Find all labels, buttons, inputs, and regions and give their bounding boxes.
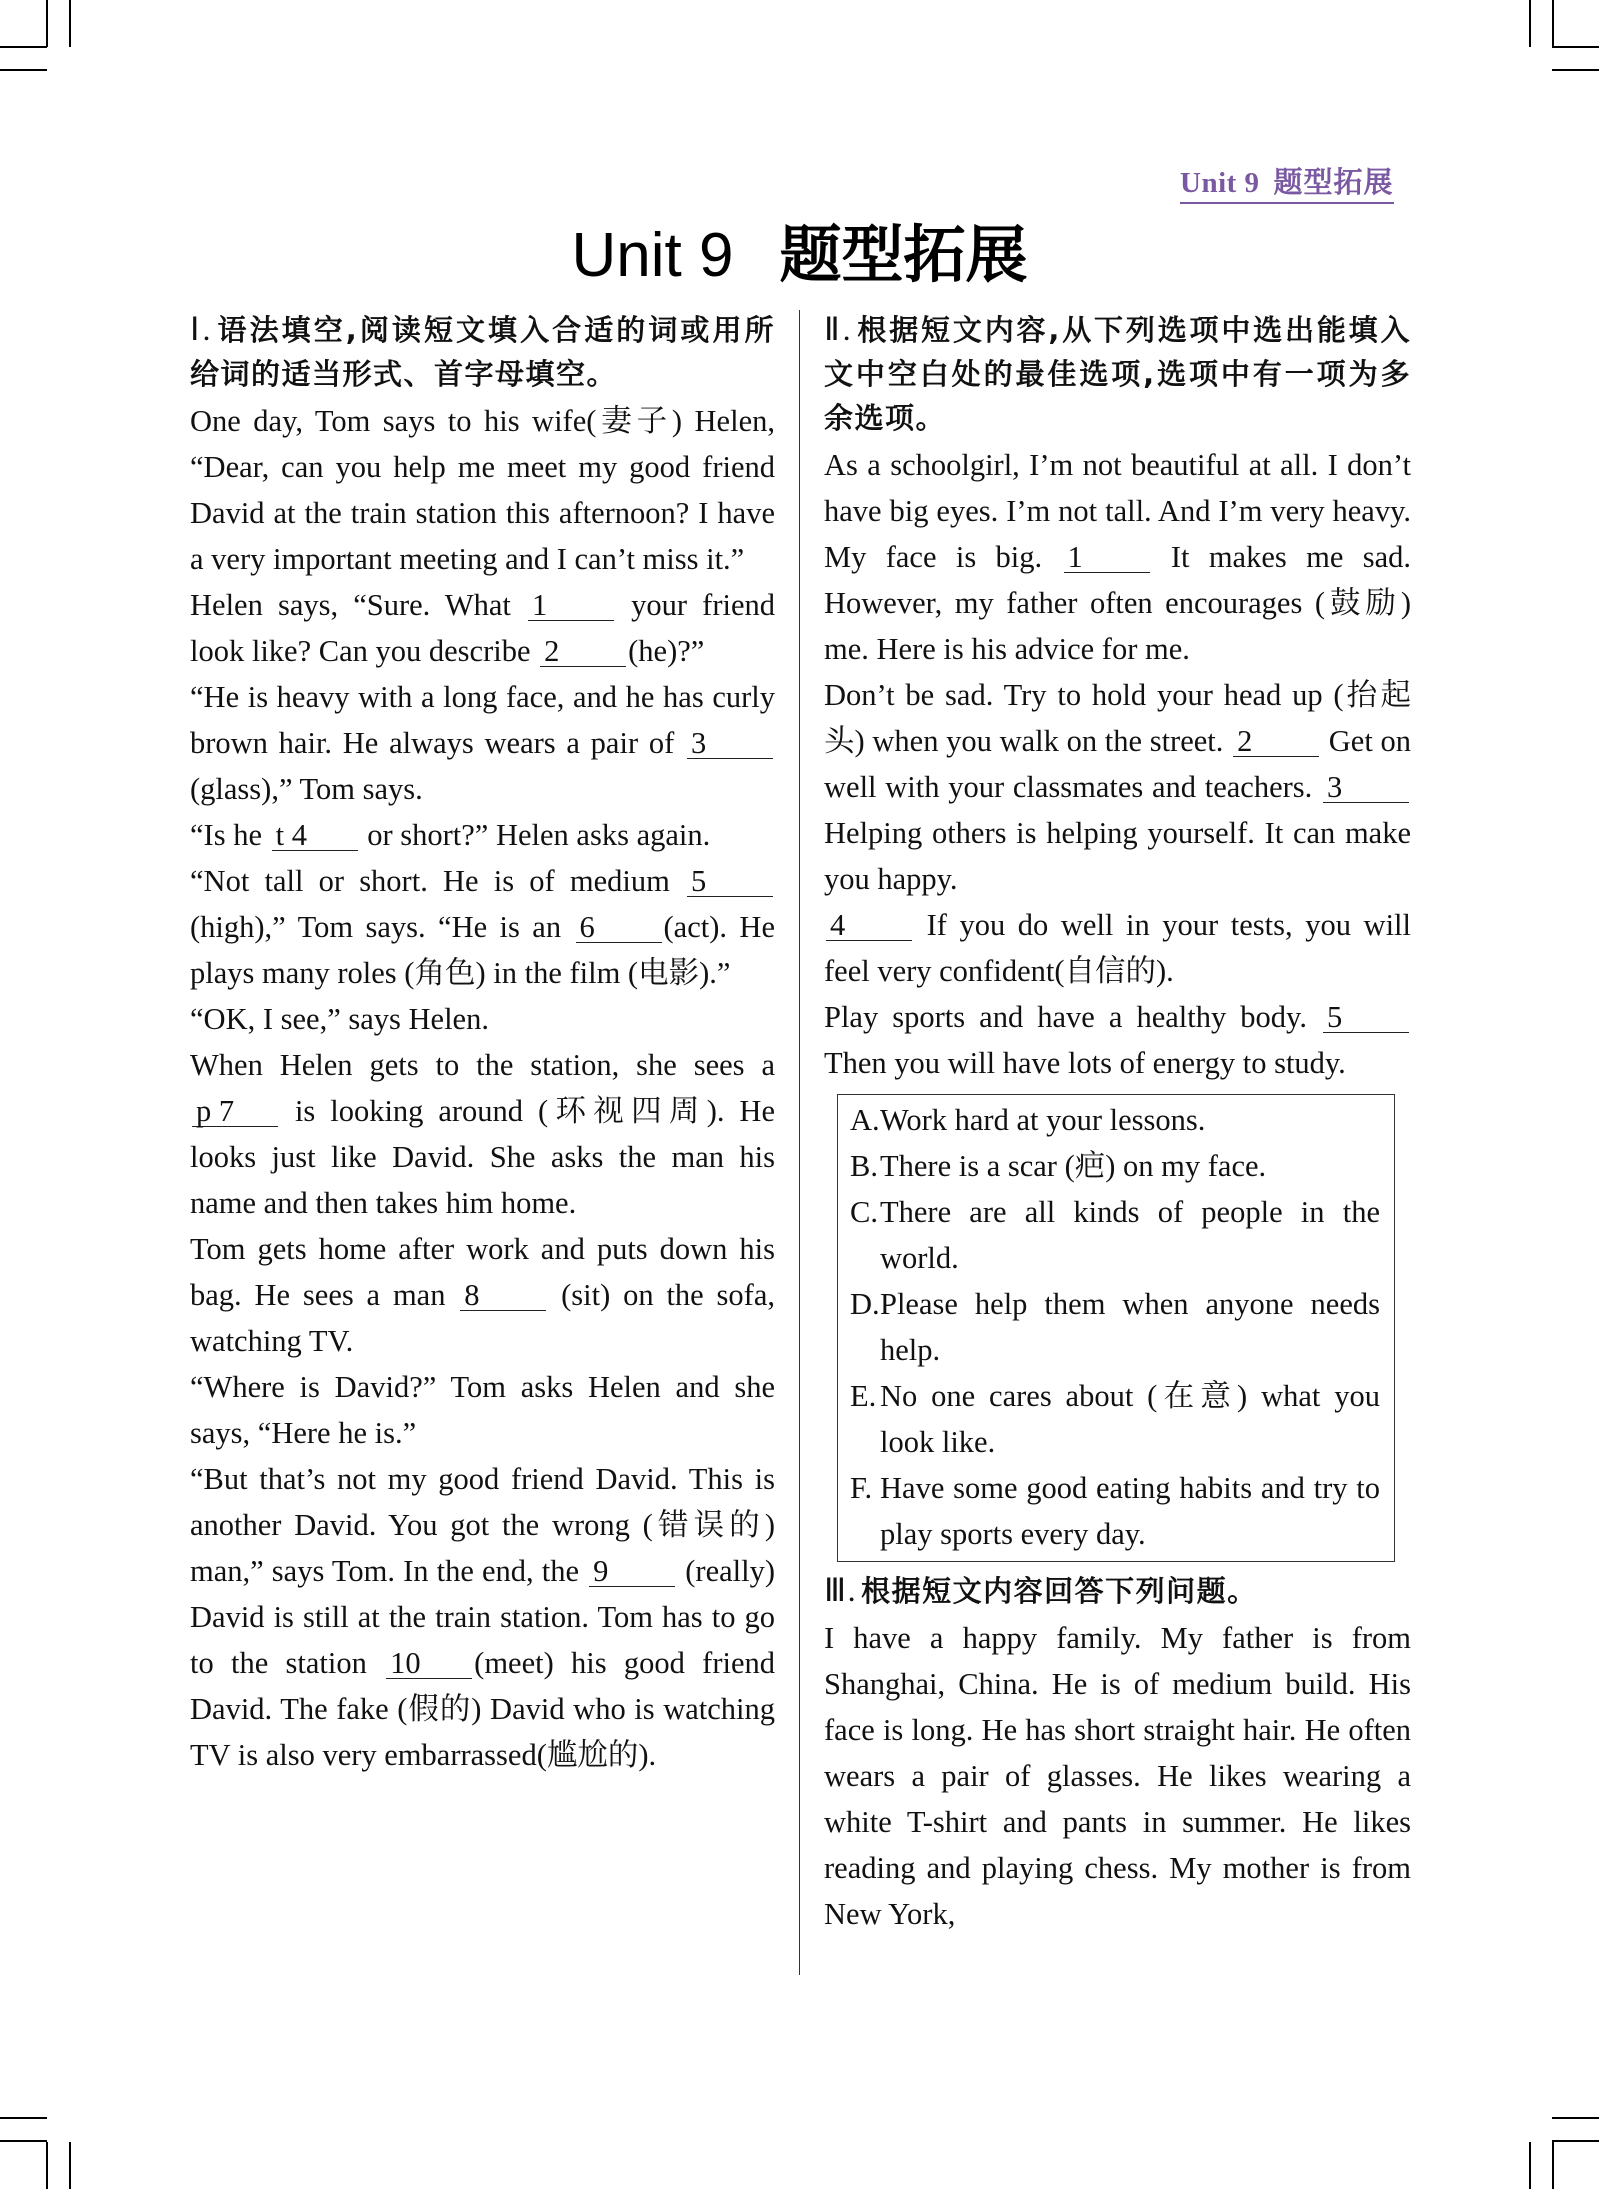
paragraph-text: your friend look like? Can you describe	[190, 588, 776, 668]
crop-mark	[0, 69, 47, 71]
paragraph	[190, 398, 775, 582]
section-number: Ⅰ.	[190, 311, 212, 347]
section-2-heading	[824, 307, 1411, 440]
paragraph	[190, 1456, 775, 1778]
crop-mark	[0, 2140, 47, 2142]
section-3-passage	[824, 1615, 1411, 1937]
paragraph-text: is looking around (环视四周). He looks just like David. She asks the man his name and then takes him home.	[190, 1094, 775, 1220]
paragraph-text: (high),” Tom says. “He is an	[190, 910, 574, 944]
option-text: Work hard at your lessons.	[880, 1103, 1206, 1137]
option-item	[850, 1097, 1380, 1143]
paragraph-text: As a schoolgirl, I’m not beautiful at all. I don’t have big eyes. I’m not tall. And I’m very heavy. My face is big.	[824, 448, 1411, 574]
paragraph-text: (really) David is still at the train station. Tom has to go to the station	[190, 1554, 775, 1680]
running-head	[1180, 160, 1394, 204]
answer-blank[interactable]: 8	[460, 1280, 546, 1311]
section-number: Ⅲ.	[824, 1572, 858, 1608]
section-instruction: 根据短文内容,从下列选项中选出能填入文中空白处的最佳选项,选项中有一项为多余选项。	[824, 313, 1411, 435]
crop-mark	[1552, 0, 1554, 47]
option-item	[850, 1189, 1380, 1281]
option-item	[850, 1281, 1380, 1373]
paragraph	[824, 442, 1411, 672]
paragraph-text: I have a happy family. My father is from Shanghai, China. He is of medium build. His face is long. He has short straight hair. He often wears a pair of glasses. He likes wearing a white T-shirt and pants in summer. He likes reading and playing chess. My mother is from New York,	[824, 1621, 1411, 1931]
answer-blank[interactable]: 4	[826, 910, 912, 941]
paragraph-text: Helen says, “Sure. What	[190, 588, 527, 622]
answer-blank[interactable]: 10	[386, 1648, 472, 1679]
option-letter: D.	[850, 1287, 880, 1321]
paragraph	[824, 902, 1411, 994]
paragraph-text: If you do well in your tests, you will feel very confident(自信的).	[824, 908, 1411, 988]
crop-mark	[1552, 2117, 1599, 2119]
paragraph	[190, 858, 775, 996]
paragraph-text: “Where is David?” Tom asks Helen and she says, “Here he is.”	[190, 1370, 775, 1450]
paragraph-text: (sit) on the sofa, watching TV.	[190, 1278, 775, 1358]
crop-mark	[46, 2142, 48, 2189]
paragraph	[190, 996, 775, 1042]
crop-mark	[46, 0, 48, 47]
paragraph-text: (he)?”	[628, 634, 705, 668]
option-letter: C.	[850, 1195, 878, 1229]
answer-blank[interactable]: 2	[540, 636, 626, 667]
crop-mark	[1552, 2140, 1599, 2142]
section-instruction: 语法填空,阅读短文填入合适的词或用所给词的适当形式、首字母填空。	[190, 313, 775, 391]
page-title-text: 题型拓展	[779, 218, 1028, 291]
answer-blank[interactable]: 6	[576, 912, 662, 943]
paragraph	[190, 1364, 775, 1456]
paragraph	[824, 1615, 1411, 1937]
paragraph	[190, 812, 775, 858]
answer-blank[interactable]: 5	[687, 866, 773, 897]
option-letter: F.	[850, 1471, 873, 1505]
crop-mark	[69, 0, 71, 47]
section-1-heading	[190, 307, 775, 396]
paragraph-text: One day, Tom says to his wife(妻子) Helen, “Dear, can you help me meet my good friend David at the train station this afternoon? I have a very important meeting and I can’t miss it.”	[190, 404, 775, 576]
answer-blank[interactable]: 2	[1233, 726, 1319, 757]
right-column	[824, 307, 1411, 1937]
paragraph	[190, 1226, 775, 1364]
option-item	[850, 1465, 1380, 1557]
running-head-title: 题型拓展	[1273, 165, 1394, 199]
page-title	[0, 205, 1599, 294]
answer-blank[interactable]: 1	[528, 590, 614, 621]
paragraph-text: Get on well with your classmates and teachers.	[824, 724, 1411, 804]
section-number: Ⅱ.	[824, 311, 853, 347]
option-text: Please help them when anyone needs help.	[880, 1287, 1380, 1367]
paragraph-text: Then you will have lots of energy to study.	[824, 1046, 1346, 1080]
paragraph-text: “Is he	[190, 818, 270, 852]
paragraph-text: “But that’s not my good friend David. This is another David. You got the wrong (错误的) man,” says Tom. In the end, the	[190, 1462, 775, 1588]
paragraph	[190, 582, 775, 674]
crop-mark	[1552, 46, 1599, 48]
paragraph-text: “He is heavy with a long face, and he has curly brown hair. He always wears a pair of	[190, 680, 775, 760]
section-instruction: 根据短文内容回答下列问题。	[861, 1574, 1258, 1608]
options-box	[837, 1094, 1395, 1562]
crop-mark	[69, 2142, 71, 2189]
paragraph	[190, 674, 775, 812]
crop-mark	[0, 46, 47, 48]
option-letter: E.	[850, 1379, 877, 1413]
paragraph	[824, 672, 1411, 902]
paragraph-text: Play sports and have a healthy body.	[824, 1000, 1321, 1034]
section-2-passage	[824, 442, 1411, 1086]
page-title-unit: Unit 9	[571, 221, 734, 290]
answer-blank[interactable]: 5	[1323, 1002, 1409, 1033]
paragraph	[824, 994, 1411, 1086]
paragraph-text: It makes me sad. However, my father often encourages (鼓励) me. Here is his advice for me.	[824, 540, 1411, 666]
paragraph-text: Helping others is helping yourself. It can make you happy.	[824, 816, 1411, 896]
section-1-passage	[190, 398, 775, 1778]
crop-mark	[1529, 2142, 1531, 2189]
paragraph-text: Don’t be sad. Try to hold your head up (抬起头) when you walk on the street.	[824, 678, 1411, 758]
paragraph-text: “OK, I see,” says Helen.	[190, 1002, 489, 1036]
answer-blank[interactable]: 1	[1064, 542, 1150, 573]
paragraph-text: or short?” Helen asks again.	[359, 818, 711, 852]
answer-blank[interactable]: t 4	[272, 820, 358, 851]
paragraph	[190, 1042, 775, 1226]
option-text: There is a scar (疤) on my face.	[880, 1149, 1267, 1183]
paragraph-text: Tom gets home after work and puts down his bag. He sees a man	[190, 1232, 775, 1312]
crop-mark	[1552, 69, 1599, 71]
crop-mark	[0, 2117, 47, 2119]
option-item	[850, 1373, 1380, 1465]
option-text: No one cares about (在意) what you look like.	[880, 1379, 1380, 1459]
option-item	[850, 1143, 1380, 1189]
paragraph-text: (meet) his good friend David. The fake (假的) David who is watching TV is also very embarrassed(尴尬的).	[190, 1646, 775, 1772]
option-letter: A.	[850, 1103, 880, 1137]
paragraph-text: (glass),” Tom says.	[190, 772, 423, 806]
paragraph-text: When Helen gets to the station, she sees a	[190, 1048, 775, 1082]
answer-blank[interactable]: 3	[687, 728, 773, 759]
column-divider	[799, 310, 800, 1975]
option-text: Have some good eating habits and try to play sports every day.	[880, 1471, 1380, 1551]
crop-mark	[1529, 0, 1531, 47]
answer-blank[interactable]: 3	[1323, 772, 1409, 803]
option-text: There are all kinds of people in the world.	[880, 1195, 1380, 1275]
paragraph-text: (act). He plays many roles (角色) in the film (电影).”	[190, 910, 775, 990]
paragraph-text: “Not tall or short. He is of medium	[190, 864, 685, 898]
section-3-heading	[824, 1568, 1411, 1613]
running-head-unit: Unit 9	[1180, 167, 1260, 199]
crop-mark	[1552, 2142, 1554, 2189]
option-letter: B.	[850, 1149, 878, 1183]
answer-blank[interactable]: p 7	[192, 1096, 278, 1127]
answer-blank[interactable]: 9	[589, 1556, 675, 1587]
left-column	[190, 307, 775, 1778]
